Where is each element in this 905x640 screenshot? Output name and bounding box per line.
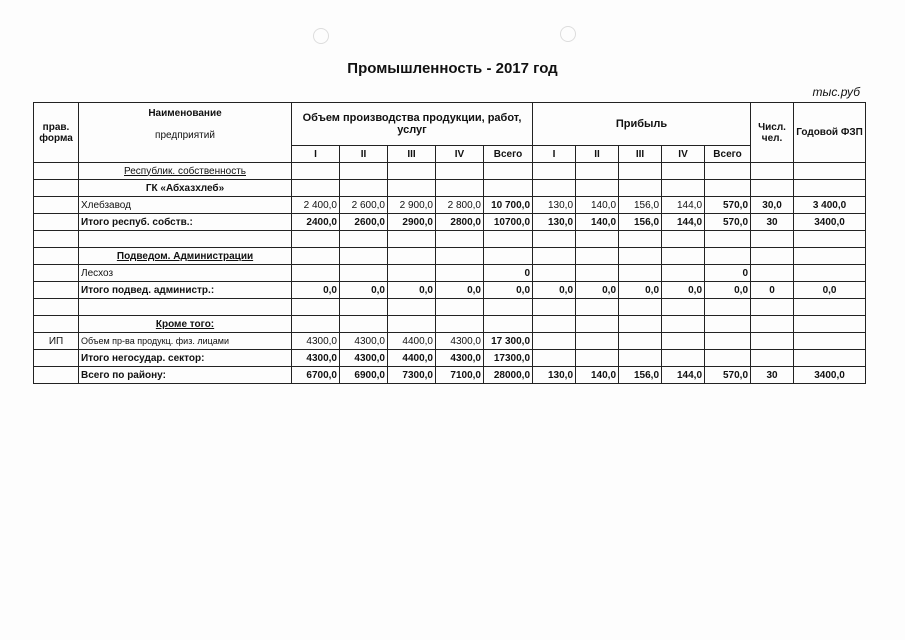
- value-cell: [705, 299, 751, 316]
- table-row: [34, 163, 866, 180]
- value-cell: [662, 180, 705, 197]
- enterprise-name-cell: Хлебзавод: [79, 197, 292, 214]
- header-objem: Объем производства продукции, работ, услуг: [292, 103, 533, 146]
- value-cell: 570,0: [705, 197, 751, 214]
- value-cell: [619, 231, 662, 248]
- legal-form-cell: [34, 197, 79, 214]
- value-cell: [705, 163, 751, 180]
- value-cell: 4400,0: [388, 333, 436, 350]
- value-cell: [292, 265, 340, 282]
- value-cell: 140,0: [576, 197, 619, 214]
- value-cell: 30: [751, 367, 794, 384]
- value-cell: [619, 180, 662, 197]
- value-cell: [292, 180, 340, 197]
- value-cell: [751, 180, 794, 197]
- table-row: [34, 180, 866, 197]
- header-q2-volume: II: [340, 146, 388, 163]
- value-cell: [662, 316, 705, 333]
- value-cell: 4300,0: [292, 333, 340, 350]
- value-cell: [576, 333, 619, 350]
- value-cell: [619, 248, 662, 265]
- scan-hole-mark: [313, 28, 329, 44]
- table-row: [34, 316, 866, 333]
- value-cell: [292, 299, 340, 316]
- header-q3-profit: III: [619, 146, 662, 163]
- value-cell: [662, 265, 705, 282]
- value-cell: 28000,0: [484, 367, 533, 384]
- value-cell: [662, 299, 705, 316]
- legal-form-cell: ИП: [34, 333, 79, 350]
- value-cell: [340, 316, 388, 333]
- table-row: [34, 214, 866, 231]
- value-cell: 2400,0: [292, 214, 340, 231]
- value-cell: 30: [751, 214, 794, 231]
- value-cell: [436, 316, 484, 333]
- value-cell: [292, 163, 340, 180]
- value-cell: [533, 333, 576, 350]
- value-cell: [292, 248, 340, 265]
- legal-form-cell: [34, 180, 79, 197]
- value-cell: 2 800,0: [436, 197, 484, 214]
- value-cell: [794, 316, 866, 333]
- value-cell: [662, 163, 705, 180]
- legal-form-cell: [34, 350, 79, 367]
- value-cell: [484, 231, 533, 248]
- header-q1-volume: I: [292, 146, 340, 163]
- value-cell: [705, 248, 751, 265]
- header-naimenovanie-line1: Наименование: [148, 108, 222, 119]
- table-row: [34, 265, 866, 282]
- value-cell: 2 900,0: [388, 197, 436, 214]
- value-cell: 0,0: [619, 282, 662, 299]
- value-cell: 7100,0: [436, 367, 484, 384]
- value-cell: 156,0: [619, 214, 662, 231]
- value-cell: 140,0: [576, 214, 619, 231]
- value-cell: [484, 299, 533, 316]
- value-cell: 0,0: [662, 282, 705, 299]
- value-cell: [751, 316, 794, 333]
- value-cell: 10700,0: [484, 214, 533, 231]
- value-cell: [533, 163, 576, 180]
- table-row: [34, 299, 866, 316]
- value-cell: [619, 333, 662, 350]
- value-cell: [436, 180, 484, 197]
- value-cell: [751, 265, 794, 282]
- enterprise-name-cell: Итого респуб. собств.:: [79, 214, 292, 231]
- value-cell: 2900,0: [388, 214, 436, 231]
- value-cell: 2600,0: [340, 214, 388, 231]
- page-title: Промышленность - 2017 год: [347, 60, 558, 77]
- value-cell: 0,0: [576, 282, 619, 299]
- value-cell: [436, 299, 484, 316]
- value-cell: [484, 248, 533, 265]
- value-cell: 0,0: [388, 282, 436, 299]
- value-cell: 17 300,0: [484, 333, 533, 350]
- value-cell: [662, 333, 705, 350]
- value-cell: 30,0: [751, 197, 794, 214]
- header-q1-profit: I: [533, 146, 576, 163]
- value-cell: [794, 231, 866, 248]
- value-cell: [388, 163, 436, 180]
- header-q2-profit: II: [576, 146, 619, 163]
- value-cell: [576, 163, 619, 180]
- enterprise-name-cell: Подведом. Администрации: [79, 248, 292, 265]
- value-cell: 144,0: [662, 197, 705, 214]
- value-cell: 0,0: [436, 282, 484, 299]
- header-q4-volume: IV: [436, 146, 484, 163]
- header-chisl: Числ. чел.: [751, 103, 794, 163]
- enterprise-name-cell: Республик. собственность: [79, 163, 292, 180]
- value-cell: [662, 231, 705, 248]
- value-cell: [794, 180, 866, 197]
- value-cell: [484, 180, 533, 197]
- legal-form-cell: [34, 316, 79, 333]
- value-cell: [388, 299, 436, 316]
- value-cell: 2800,0: [436, 214, 484, 231]
- value-cell: [340, 299, 388, 316]
- value-cell: 130,0: [533, 367, 576, 384]
- value-cell: 4300,0: [292, 350, 340, 367]
- value-cell: [794, 163, 866, 180]
- value-cell: [533, 265, 576, 282]
- header-row: [34, 103, 866, 146]
- value-cell: [436, 248, 484, 265]
- value-cell: 17300,0: [484, 350, 533, 367]
- header-total-volume: Всего: [484, 146, 533, 163]
- value-cell: [619, 350, 662, 367]
- table-row: [34, 350, 866, 367]
- value-cell: 130,0: [533, 197, 576, 214]
- value-cell: [619, 299, 662, 316]
- value-cell: [436, 231, 484, 248]
- value-cell: 3400,0: [794, 367, 866, 384]
- legal-form-cell: [34, 265, 79, 282]
- legal-form-cell: [34, 231, 79, 248]
- value-cell: [619, 163, 662, 180]
- value-cell: [751, 231, 794, 248]
- legal-form-cell: [34, 163, 79, 180]
- value-cell: 0,0: [484, 282, 533, 299]
- header-pribyl: Прибыль: [533, 103, 751, 146]
- value-cell: [751, 248, 794, 265]
- enterprise-name-cell: Объем пр-ва продукц. физ. лицами: [79, 333, 292, 350]
- value-cell: 156,0: [619, 367, 662, 384]
- header-q3-volume: III: [388, 146, 436, 163]
- value-cell: [619, 316, 662, 333]
- value-cell: [533, 231, 576, 248]
- table-row: [34, 367, 866, 384]
- header-total-profit: Всего: [705, 146, 751, 163]
- value-cell: [340, 231, 388, 248]
- value-cell: [662, 350, 705, 367]
- enterprise-name-cell: Лесхоз: [79, 265, 292, 282]
- enterprise-name-cell: ГК «Абхазхлеб»: [79, 180, 292, 197]
- value-cell: [619, 265, 662, 282]
- value-cell: 0: [484, 265, 533, 282]
- value-cell: [705, 333, 751, 350]
- value-cell: [388, 248, 436, 265]
- value-cell: 4300,0: [340, 350, 388, 367]
- value-cell: [705, 316, 751, 333]
- value-cell: [576, 265, 619, 282]
- value-cell: [388, 180, 436, 197]
- value-cell: 0,0: [292, 282, 340, 299]
- enterprise-name-cell: Всего по району:: [79, 367, 292, 384]
- value-cell: 3 400,0: [794, 197, 866, 214]
- value-cell: [340, 248, 388, 265]
- value-cell: [388, 231, 436, 248]
- value-cell: [794, 299, 866, 316]
- value-cell: 4300,0: [436, 350, 484, 367]
- value-cell: [576, 316, 619, 333]
- enterprise-name-cell: Итого негосудар. сектор:: [79, 350, 292, 367]
- value-cell: [662, 248, 705, 265]
- value-cell: 570,0: [705, 214, 751, 231]
- value-cell: 6900,0: [340, 367, 388, 384]
- units-label: тыс.руб: [812, 85, 860, 99]
- legal-form-cell: [34, 282, 79, 299]
- header-naimenovanie: [79, 103, 292, 163]
- value-cell: 3400,0: [794, 214, 866, 231]
- value-cell: [794, 248, 866, 265]
- value-cell: 144,0: [662, 214, 705, 231]
- legal-form-cell: [34, 248, 79, 265]
- value-cell: [751, 350, 794, 367]
- header-prav-forma: прав. форма: [34, 103, 79, 163]
- value-cell: 2 400,0: [292, 197, 340, 214]
- value-cell: [292, 316, 340, 333]
- value-cell: [388, 265, 436, 282]
- value-cell: 0,0: [340, 282, 388, 299]
- value-cell: 2 600,0: [340, 197, 388, 214]
- value-cell: [576, 350, 619, 367]
- value-cell: [794, 350, 866, 367]
- value-cell: 130,0: [533, 214, 576, 231]
- value-cell: 156,0: [619, 197, 662, 214]
- value-cell: [576, 299, 619, 316]
- value-cell: [533, 299, 576, 316]
- enterprise-name-cell: [79, 231, 292, 248]
- value-cell: 4400,0: [388, 350, 436, 367]
- value-cell: 10 700,0: [484, 197, 533, 214]
- value-cell: 144,0: [662, 367, 705, 384]
- header-naimenovanie-line2: предприятий: [155, 130, 215, 141]
- value-cell: [436, 163, 484, 180]
- table-row: [34, 231, 866, 248]
- value-cell: [340, 163, 388, 180]
- table-row: [34, 333, 866, 350]
- value-cell: [533, 180, 576, 197]
- value-cell: 0,0: [794, 282, 866, 299]
- value-cell: [794, 333, 866, 350]
- legal-form-cell: [34, 299, 79, 316]
- enterprise-name-cell: Кроме того:: [79, 316, 292, 333]
- value-cell: [292, 231, 340, 248]
- value-cell: 4300,0: [436, 333, 484, 350]
- table-row: [34, 248, 866, 265]
- value-cell: [533, 316, 576, 333]
- value-cell: [705, 231, 751, 248]
- value-cell: [533, 248, 576, 265]
- value-cell: 0: [705, 265, 751, 282]
- value-cell: [388, 316, 436, 333]
- value-cell: 7300,0: [388, 367, 436, 384]
- value-cell: [484, 316, 533, 333]
- value-cell: [484, 163, 533, 180]
- value-cell: 0,0: [705, 282, 751, 299]
- enterprise-name-cell: Итого подвед. администр.:: [79, 282, 292, 299]
- legal-form-cell: [34, 367, 79, 384]
- value-cell: 6700,0: [292, 367, 340, 384]
- table-row: [34, 282, 866, 299]
- value-cell: 140,0: [576, 367, 619, 384]
- enterprise-name-cell: [79, 299, 292, 316]
- value-cell: 0: [751, 282, 794, 299]
- value-cell: [576, 231, 619, 248]
- value-cell: [576, 180, 619, 197]
- legal-form-cell: [34, 214, 79, 231]
- value-cell: [794, 265, 866, 282]
- value-cell: 570,0: [705, 367, 751, 384]
- value-cell: [705, 180, 751, 197]
- value-cell: [751, 163, 794, 180]
- value-cell: [533, 350, 576, 367]
- value-cell: [576, 248, 619, 265]
- value-cell: 0,0: [533, 282, 576, 299]
- header-godovoy-fzp: Годовой ФЗП: [794, 103, 866, 163]
- value-cell: [436, 265, 484, 282]
- value-cell: [751, 299, 794, 316]
- value-cell: 4300,0: [340, 333, 388, 350]
- table-row: [34, 197, 866, 214]
- value-cell: [705, 350, 751, 367]
- industry-table: [33, 102, 866, 384]
- value-cell: [340, 180, 388, 197]
- scan-hole-mark: [560, 26, 576, 42]
- value-cell: [340, 265, 388, 282]
- value-cell: [751, 333, 794, 350]
- header-q4-profit: IV: [662, 146, 705, 163]
